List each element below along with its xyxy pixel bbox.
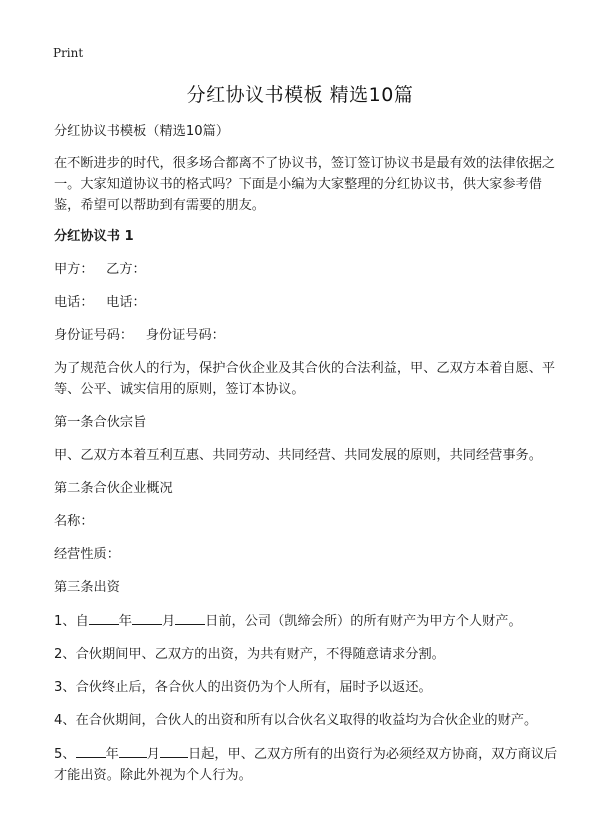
contribution-item-3: 3、合伙终止后，各合伙人的出资仍为个人所有，届时予以返还。 (54, 680, 432, 695)
blank-field (160, 743, 188, 758)
item-5-year: 年 (105, 747, 119, 762)
intro-paragraph: 在不断进步的时代，很多场合都离不了协议书，签订签订协议书是最有效的法律依据之一。大家知道协议书的格式吗？下面是小编为大家整理的分红协议书，供大家参考借鉴，希望可以帮助到有需要的朋友。 (54, 156, 556, 213)
blank-field (119, 743, 147, 758)
item-1-month: 月 (161, 614, 176, 629)
document-subtitle: 分红协议书模板（精选10篇） (54, 124, 230, 139)
nature-label: 经营性质： (54, 547, 120, 562)
item-5-prefix: 5、 (54, 747, 76, 762)
contribution-item-5 (54, 743, 559, 786)
article-3-title: 第三条出资 (54, 580, 120, 595)
item-5-month: 月 (146, 747, 160, 762)
name-label: 名称： (54, 514, 94, 529)
blank-field (76, 743, 106, 758)
item-1-year: 年 (118, 614, 132, 629)
item-1-prefix: 1、自 (54, 614, 89, 629)
contribution-item-2: 2、合伙期间甲、乙双方的出资，为共有财产，不得随意请求分割。 (54, 647, 445, 662)
blank-field (132, 610, 162, 625)
item-1-suffix: 日前，公司（凯缔会所）的所有财产为甲方个人财产。 (205, 614, 522, 629)
id-line: 身份证号码： 身份证号码： (54, 328, 225, 343)
party-line: 甲方： 乙方： (54, 262, 146, 277)
contribution-item-1 (54, 610, 559, 632)
document-title: 分红协议书模板 精选10篇 (186, 84, 414, 106)
article-1-text: 甲、乙双方本着互利互惠、共同劳动、共同经营、共同发展的原则，共同经营事务。 (54, 448, 542, 463)
article-2-title: 第二条合伙企业概况 (54, 481, 173, 496)
print-label: Print (53, 46, 84, 60)
item-5-suffix: 日起，甲、乙双方所有的出资行为必须经双方协商，双方商议后才能出资。除此外视为个人行为。 (54, 747, 558, 783)
section-heading: 分红协议书 1 (54, 229, 134, 244)
document-body (54, 121, 559, 798)
contribution-item-4: 4、在合伙期间，合伙人的出资和所有以合伙名义取得的收益均为合伙企业的财产。 (54, 713, 538, 728)
phone-line: 电话： 电话： (54, 295, 146, 310)
purpose-paragraph: 为了规范合伙人的行为，保护合伙企业及其合伙的合法利益，甲、乙双方本着自愿、平等、公平、诚实信用的原则，签订本协议。 (54, 361, 556, 397)
article-1-title: 第一条合伙宗旨 (54, 415, 147, 430)
blank-field (175, 610, 205, 625)
blank-field (89, 610, 119, 625)
